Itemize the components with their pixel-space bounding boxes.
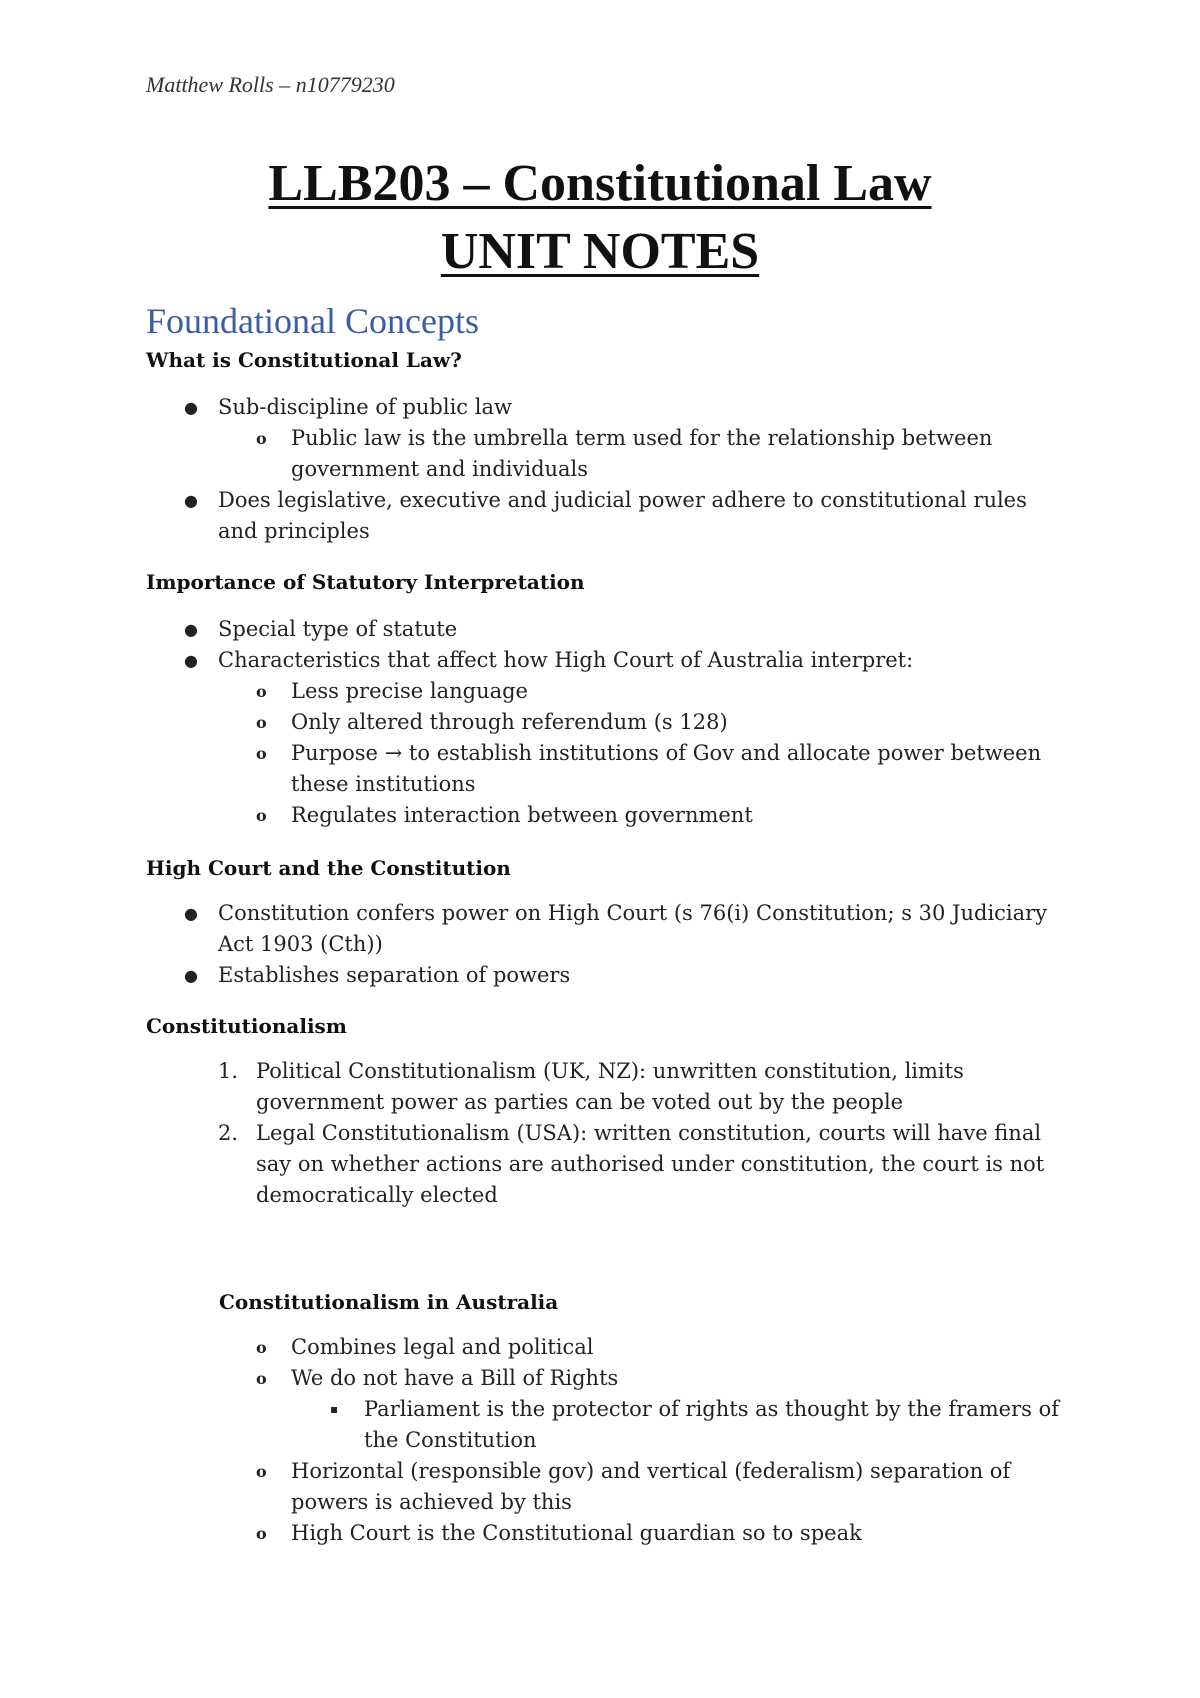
list-item: o Regulates interaction between government	[146, 800, 1066, 831]
list-item: ● Special type of statute	[146, 614, 1066, 645]
bullet-icon: ●	[184, 398, 198, 417]
bullet-icon: ●	[184, 904, 198, 923]
list-item: o Horizontal (responsible gov) and vertical (federalism) separation of powers is achieved by this	[146, 1456, 1066, 1518]
circle-bullet-icon: o	[256, 806, 267, 825]
list-item: ● Establishes separation of powers	[146, 960, 1066, 991]
list-item: ● Characteristics that affect how High Court of Australia interpret:	[146, 645, 1066, 676]
document-title	[0, 150, 1200, 286]
list-item: o Combines legal and political	[146, 1332, 1066, 1363]
notes-content	[146, 345, 1066, 1563]
list-item: 1. Political Constitutionalism (UK, NZ): unwritten constitution, limits government power as parties can be voted out by the people	[146, 1056, 1066, 1118]
circle-bullet-icon: o	[256, 1462, 267, 1481]
list-item: o High Court is the Constitutional guardian so to speak	[146, 1518, 1066, 1549]
list-item: o Only altered through referendum (s 128)	[146, 707, 1066, 738]
circle-bullet-icon: o	[256, 682, 267, 701]
title-line-2: UNIT NOTES	[440, 223, 760, 280]
list-item: o Purpose → to establish institutions of Gov and allocate power between these institutions	[146, 738, 1066, 800]
bullet-icon: ●	[184, 491, 198, 510]
list-item: o Less precise language	[146, 676, 1066, 707]
list-high-court	[146, 898, 1066, 991]
list-item: o Public law is the umbrella term used for the relationship between government and individuals	[146, 423, 1066, 485]
circle-bullet-icon: o	[256, 429, 267, 448]
list-item: ● Does legislative, executive and judicial power adhere to constitutional rules and principles	[146, 485, 1066, 547]
subheading-high-court: High Court and the Constitution	[146, 856, 511, 880]
circle-bullet-icon: o	[256, 1369, 267, 1388]
circle-bullet-icon: o	[256, 1338, 267, 1357]
list-item: ● Constitution confers power on High Court (s 76(i) Constitution; s 30 Judiciary Act 1903 (Cth))	[146, 898, 1066, 960]
list-item: o We do not have a Bill of Rights	[146, 1363, 1066, 1394]
square-bullet-icon: ▪	[330, 1402, 339, 1416]
subheading-importance: Importance of Statutory Interpretation	[146, 570, 585, 594]
number-label: 1.	[218, 1059, 239, 1083]
subheading-constitutionalism-australia: Constitutionalism in Australia	[219, 1290, 559, 1314]
section-heading: Foundational Concepts	[146, 301, 479, 341]
circle-bullet-icon: o	[256, 744, 267, 763]
spacer	[146, 1225, 1066, 1287]
list-what-is	[146, 392, 1066, 547]
bullet-icon: ●	[184, 620, 198, 639]
list-item: ▪ Parliament is the protector of rights as thought by the framers of the Constitution	[146, 1394, 1066, 1456]
title-line-1: LLB203 – Constitutional Law	[268, 155, 932, 212]
circle-bullet-icon: o	[256, 713, 267, 732]
circle-bullet-icon: o	[256, 1524, 267, 1543]
subheading-what-is: What is Constitutional Law?	[146, 348, 462, 372]
list-constitutionalism	[146, 1056, 1066, 1211]
subheading-constitutionalism: Constitutionalism	[146, 1014, 347, 1038]
number-label: 2.	[218, 1121, 239, 1145]
list-constitutionalism-australia	[146, 1332, 1066, 1549]
list-item: 2. Legal Constitutionalism (USA): written constitution, courts will have final say on whether actions are authorised under constitution, the court is not democratically elected	[146, 1118, 1066, 1211]
author-header: Matthew Rolls – n10779230	[146, 72, 395, 97]
list-item: ● Sub-discipline of public law	[146, 392, 1066, 423]
bullet-icon: ●	[184, 966, 198, 985]
bullet-icon: ●	[184, 651, 198, 670]
list-importance	[146, 614, 1066, 831]
